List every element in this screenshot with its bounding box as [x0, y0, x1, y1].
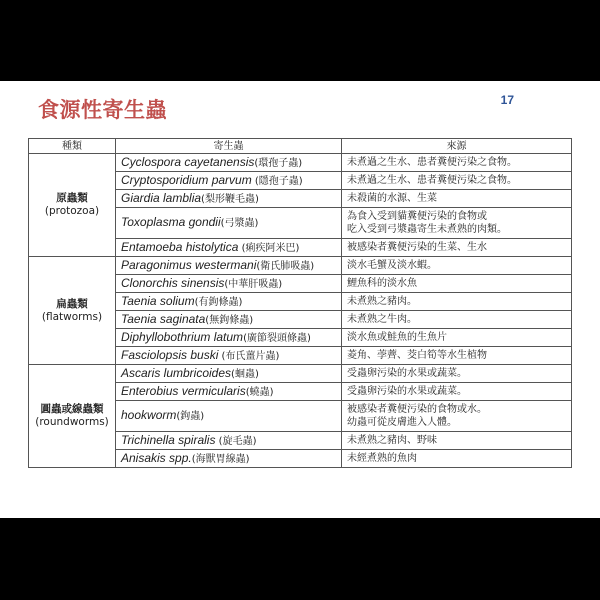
- source-line: 未殺菌的水源、生菜: [347, 193, 437, 204]
- scientific-name: Entamoeba histolytica: [121, 239, 239, 254]
- scientific-name: Taenia solium: [121, 293, 195, 308]
- source-cell: [342, 275, 572, 293]
- chinese-name: (弓漿蟲): [220, 218, 259, 229]
- category-cell: [29, 365, 116, 468]
- chinese-name: (蛔蟲): [231, 368, 259, 380]
- source-cell: [342, 450, 572, 468]
- header-parasite: 寄生蟲: [116, 139, 342, 154]
- header-category: 種類: [29, 139, 116, 154]
- chinese-name: (蟯蟲): [245, 386, 274, 398]
- source-line: 未經煮熟的魚肉: [347, 453, 417, 464]
- source-line: 受蟲卵污染的水果或蔬菜。: [347, 386, 467, 397]
- source-cell: [342, 311, 572, 329]
- category-cell: [29, 154, 116, 257]
- header-source: 來源: [342, 139, 572, 154]
- chinese-name: (布氏薑片蟲): [218, 350, 280, 362]
- source-line: 未煮熟之豬肉、野味: [347, 435, 437, 446]
- source-line: 吃入受到弓漿蟲寄生未煮熟的肉類。: [347, 224, 507, 235]
- source-cell: [342, 383, 572, 401]
- source-cell: [342, 208, 572, 239]
- scientific-name: Cryptosporidium parvum: [121, 172, 252, 187]
- scientific-name: Taenia saginata: [121, 311, 206, 326]
- chinese-name: (隱孢子蟲): [251, 175, 303, 187]
- category-name-cn: 圓蟲或線蟲類: [40, 403, 104, 415]
- chinese-name: (梨形鞭毛蟲): [201, 193, 259, 205]
- scientific-name: Ascaris lumbricoides: [121, 365, 232, 380]
- page-number: 17: [500, 93, 514, 107]
- source-line: 被感染者糞便污染的食物或水。: [347, 404, 487, 415]
- source-cell: [342, 172, 572, 190]
- source-line: 未煮熟之牛肉。: [347, 314, 417, 325]
- parasite-cell: [116, 208, 342, 239]
- source-cell: [342, 365, 572, 383]
- chinese-name: (廣節裂頭條蟲): [243, 332, 311, 344]
- scientific-name: hookworm: [121, 408, 177, 422]
- chinese-name: (衛氏肺吸蟲): [256, 260, 315, 272]
- source-line: 未煮過之生水、患者糞便污染之食物。: [347, 175, 517, 186]
- source-cell: [342, 347, 572, 365]
- chinese-name: (無鉤條蟲): [205, 314, 254, 326]
- scientific-name: Clonorchis sinensis: [121, 275, 225, 290]
- source-line: 幼蟲可從皮膚進入人體。: [347, 417, 457, 428]
- table-row: [29, 365, 572, 383]
- parasite-cell: [116, 401, 342, 432]
- parasite-cell: [116, 311, 342, 329]
- source-cell: [342, 239, 572, 257]
- source-cell: [342, 401, 572, 432]
- source-line: 受蟲卵污染的水果或蔬菜。: [347, 368, 467, 379]
- source-line: 鯉魚科的淡水魚: [347, 278, 417, 289]
- category-name-en: (roundworms): [35, 416, 109, 428]
- scientific-name: Anisakis spp.: [121, 450, 192, 465]
- page-title: 食源性寄生蟲: [38, 98, 167, 122]
- parasite-cell: [116, 383, 342, 401]
- parasite-cell: [116, 293, 342, 311]
- source-cell: [342, 257, 572, 275]
- category-cell: [29, 257, 116, 365]
- parasite-cell: [116, 347, 342, 365]
- parasite-cell: [116, 450, 342, 468]
- source-cell: [342, 154, 572, 172]
- scientific-name: Giardia lamblia: [121, 190, 202, 205]
- parasite-table: [28, 138, 572, 468]
- table-row: [29, 257, 572, 275]
- scientific-name: Paragonimus westermani: [121, 257, 257, 272]
- category-name-cn: 原蟲類: [56, 192, 88, 204]
- scientific-name: Fasciolopsis buski: [121, 347, 219, 362]
- scientific-name: Cyclospora cayetanensis: [121, 154, 255, 169]
- chinese-name: (鉤蟲): [176, 411, 205, 422]
- source-line: 淡水魚或鮭魚的生魚片: [347, 332, 447, 343]
- category-name-en: (flatworms): [41, 310, 103, 323]
- source-line: 淡水毛蟹及淡水蝦。: [347, 260, 437, 271]
- chinese-name: (痢疾阿米巴): [238, 242, 300, 254]
- source-line: 被感染者糞便污染的生菜、生水: [347, 242, 487, 253]
- parasite-cell: [116, 239, 342, 257]
- scientific-name: Enterobius vermicularis: [121, 383, 246, 398]
- parasite-cell: [116, 432, 342, 450]
- chinese-name: (中華肝吸蟲): [224, 278, 283, 290]
- source-line: 未煮熟之豬肉。: [347, 296, 417, 307]
- source-line: 未煮過之生水、患者糞便污染之食物。: [347, 157, 517, 168]
- table-row: [29, 154, 572, 172]
- parasite-cell: [116, 275, 342, 293]
- parasite-cell: [116, 154, 342, 172]
- slide: [0, 81, 600, 518]
- chinese-name: (有鉤條蟲): [194, 296, 243, 308]
- source-cell: [342, 293, 572, 311]
- parasite-cell: [116, 190, 342, 208]
- source-cell: [342, 432, 572, 450]
- chinese-name: (海獸胃線蟲): [191, 453, 250, 465]
- source-cell: [342, 190, 572, 208]
- table-body: [29, 154, 572, 468]
- parasite-cell: [116, 172, 342, 190]
- scientific-name: Diphyllobothrium latum: [121, 329, 244, 344]
- category-name-cn: 扁蟲類: [56, 297, 88, 310]
- chinese-name: (環孢子蟲): [254, 157, 303, 169]
- parasite-cell: [116, 257, 342, 275]
- scientific-name: Trichinella spiralis: [121, 432, 216, 447]
- source-cell: [342, 329, 572, 347]
- table-header-row: [29, 139, 572, 154]
- source-line: 為食入受到貓糞便污染的食物或: [347, 211, 487, 222]
- chinese-name: (旋毛蟲): [215, 435, 257, 447]
- scientific-name: Toxoplasma gondii: [121, 215, 221, 229]
- category-name-en: (protozoa): [44, 205, 100, 217]
- parasite-cell: [116, 329, 342, 347]
- source-line: 菱角、荸薺、茭白筍等水生植物: [347, 350, 487, 361]
- parasite-cell: [116, 365, 342, 383]
